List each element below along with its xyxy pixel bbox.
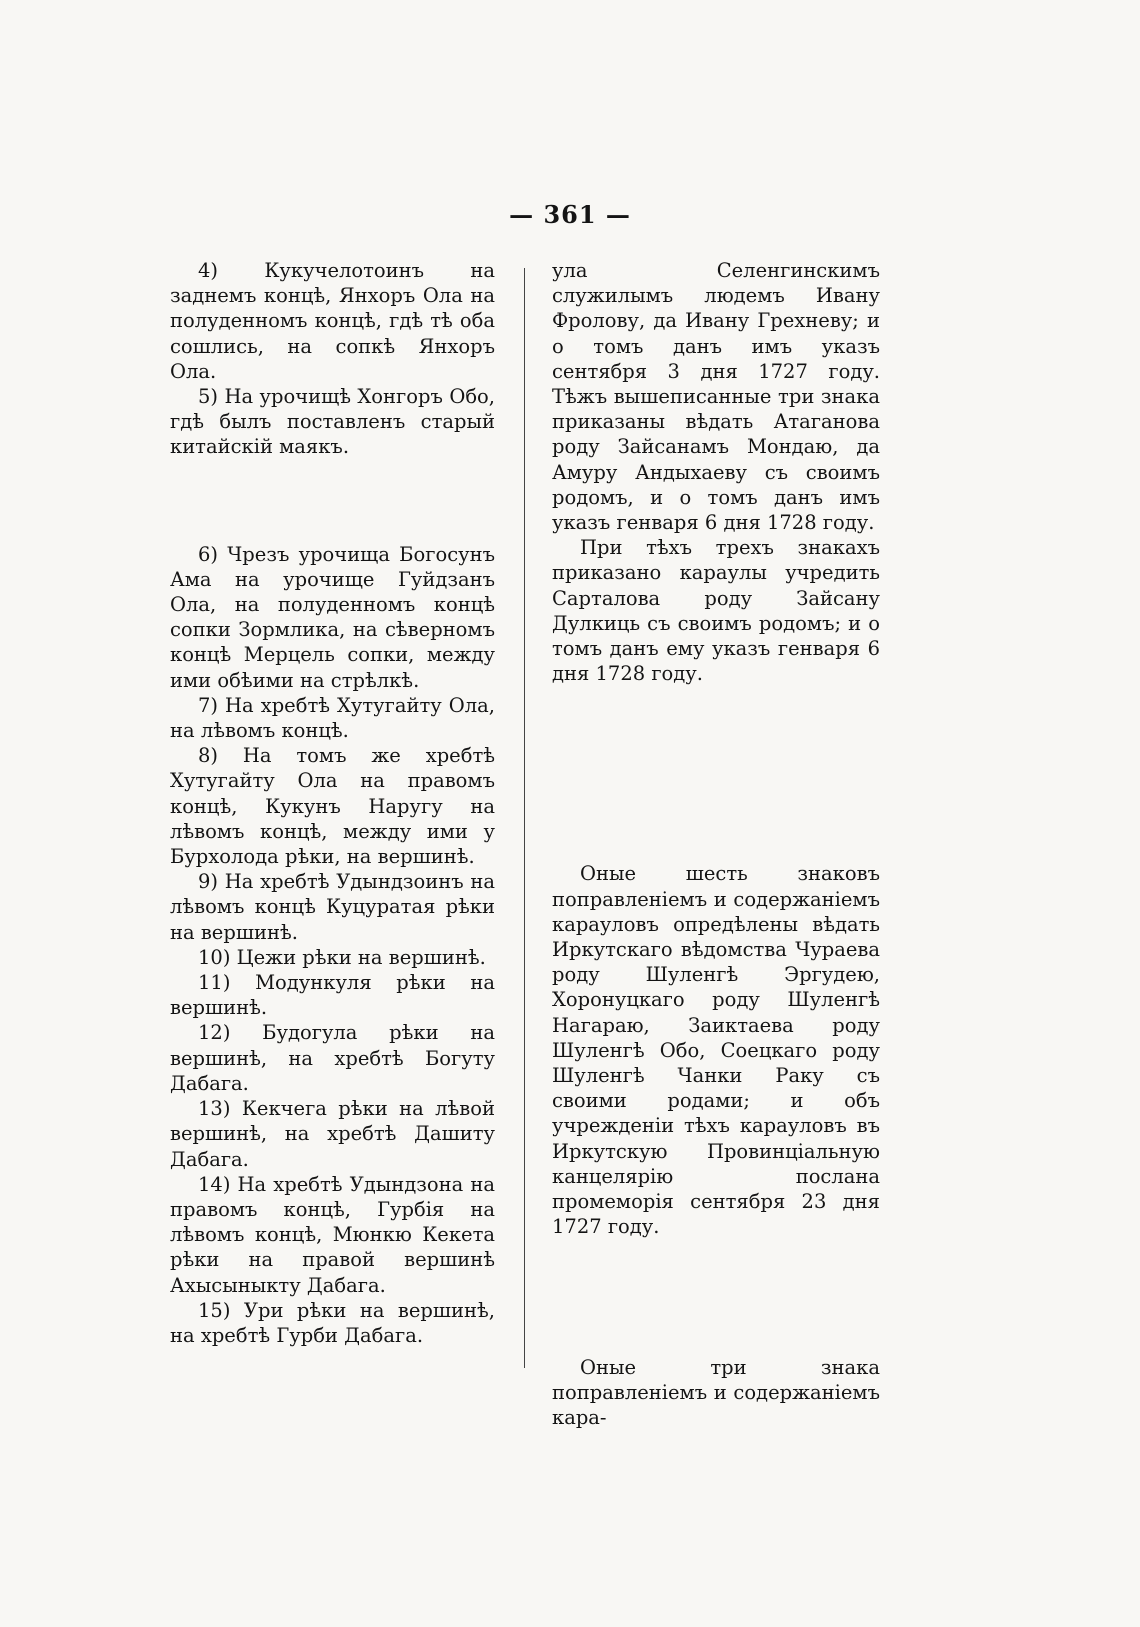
paragraph: 9) На хребтѣ Удындзоинъ на лѣвомъ концѣ Куцуратая рѣки на вершинѣ.	[170, 870, 495, 944]
paragraph: 8) На томъ же хребтѣ Хутугайту Ола на правомъ концѣ, Кукунъ Наругу на лѣвомъ концѣ, между ими у Бурхолода рѣки, на вершинѣ.	[170, 744, 495, 869]
paragraph: 5) На урочищѣ Хонгоръ Обо, гдѣ былъ поставленъ старый китайскій маякъ.	[170, 385, 495, 459]
column-gap	[552, 686, 880, 861]
left-column	[170, 258, 495, 1348]
paragraph: ула Селенгинскимъ служилымъ людемъ Ивану Фролову, да Ивану Грехневу; и о томъ данъ имъ указъ сентября 3 дня 1727 году. Тѣжъ вышеписанные три знака приказаны вѣдать Атаганова роду Зайсанамъ Мондаю, да Амуру Андыхаеву съ своимъ родомъ, и о томъ данъ имъ указъ генваря 6 дня 1728 году.	[552, 259, 880, 535]
paragraph: Оные шесть знаковъ поправленіемъ и содержаніемъ карауловъ опредѣлены вѣдать Иркутскаго вѣдомства Чураева роду Шуленгѣ Эргудею, Хоронуцкаго роду Шуленгѣ Нагараю, Заиктаева роду Шуленгѣ Обо, Соецкаго роду Шуленгѣ Чанки Раку съ своими родами; и объ учрежденіи тѣхъ карауловъ въ Иркутскую Провинціальную канцелярію послана промеморія сентября 23 дня 1727 году.	[552, 862, 880, 1239]
paragraph: 13) Кекчега рѣки на лѣвой вершинѣ, на хребтѣ Дашиту Дабага.	[170, 1097, 495, 1171]
column-divider	[524, 268, 525, 1368]
paragraph: 10) Цежи рѣки на вершинѣ.	[198, 945, 486, 969]
paragraph: 11) Модункуля рѣки на вершинѣ.	[170, 971, 495, 1020]
paragraph: При тѣхъ трехъ знакахъ приказано караулы учредить Сарталова роду Зайсану Дулкиць съ своимъ родомъ; и о томъ данъ ему указъ генваря 6 дня 1728 году.	[552, 536, 880, 686]
column-gap	[552, 1240, 880, 1355]
paragraph: 6) Чрезъ урочища Богосунъ Ама на урочище Гуйдзанъ Ола, на полуденномъ концѣ сопки Зормлика, на сѣверномъ концѣ Мерцель сопки, между ими обѣими на стрѣлкѣ.	[170, 542, 495, 692]
column-gap	[170, 460, 495, 542]
paragraph: 4) Кукучелотоинъ на заднемъ концѣ, Янхоръ Ола на полуденномъ концѣ, гдѣ тѣ оба сошлись, на сопкѣ Янхоръ Ола.	[170, 259, 495, 383]
paragraph: 7) На хребтѣ Хутугайту Ола, на лѣвомъ концѣ.	[170, 693, 495, 743]
page-number: — 361 —	[509, 200, 631, 229]
paragraph: 12) Будогула рѣки на вершинѣ, на хребтѣ Богуту Дабага.	[170, 1021, 495, 1095]
paragraph: 15) Ури рѣки на вершинѣ, на хребтѣ Гурби Дабага.	[170, 1298, 495, 1347]
paragraph: 14) На хребтѣ Удындзона на правомъ концѣ, Гурбія на лѣвомъ концѣ, Мюнкю Кекета рѣки на правой вершинѣ Ахысыныкту Дабага.	[170, 1172, 495, 1297]
right-column	[552, 258, 880, 1430]
paragraph: Оные три знака поправленіемъ и содержаніемъ кара-	[552, 1355, 880, 1429]
